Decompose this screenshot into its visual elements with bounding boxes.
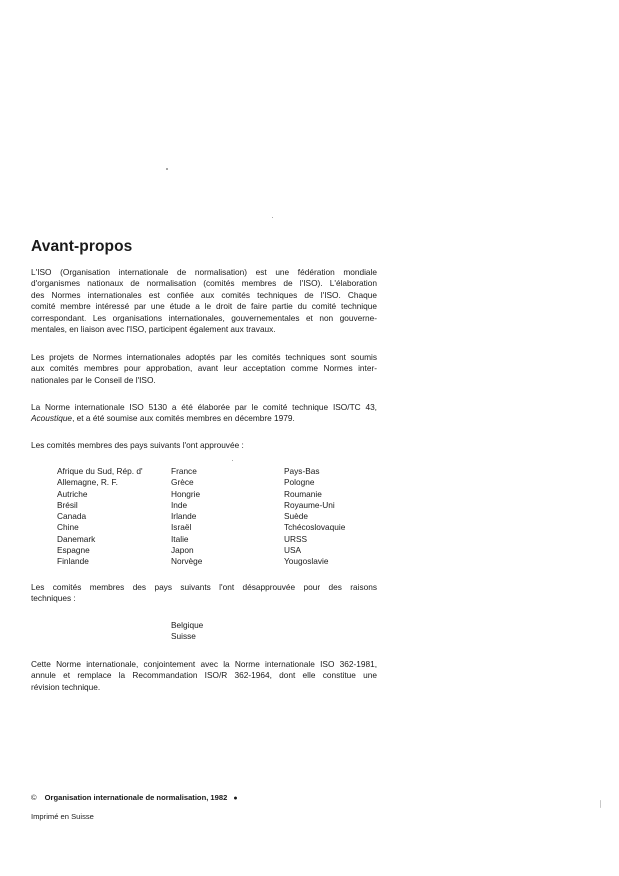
country-column <box>284 466 404 568</box>
disapproving-countries-list <box>171 620 203 643</box>
country-item: France <box>171 466 197 476</box>
paragraph-line: Les comités membres des pays suivants l'ont désapprouvée pour des raisons <box>31 582 377 592</box>
country-item: Canada <box>57 511 87 522</box>
paragraph-disapproving-intro <box>31 582 377 605</box>
paragraph-line: Les projets de Normes internationales adoptés par les comités techniques sont soumis <box>31 352 377 362</box>
country-item: Norvège <box>171 556 203 567</box>
country-item: Japon <box>171 545 194 556</box>
country-item: Israël <box>171 522 192 533</box>
country-item: Suisse <box>171 631 196 642</box>
paragraph-line: La Norme internationale ISO 5130 a été élaborée par le comité technique ISO/TC 43, <box>31 402 377 412</box>
paragraph-line: L'ISO (Organisation internationale de normalisation) est une fédération mondiale <box>31 267 377 277</box>
paragraph-line: d'organismes nationaux de normalisation (comités membres de l'ISO). L'élaboration <box>31 278 377 289</box>
paragraph-line: annule et remplace la Recommandation ISO/R 362-1964, dont elle constitue une <box>31 670 377 681</box>
country-item: Irlande <box>171 511 197 522</box>
scan-speck <box>600 800 601 808</box>
printed-in-notice: Imprimé en Suisse <box>31 812 94 821</box>
country-item: Roumanie <box>284 488 322 499</box>
paragraph-replacement-note <box>31 659 377 693</box>
country-item: Pays-Bas <box>284 466 320 476</box>
paragraph-line <box>31 413 377 424</box>
country-item: Italie <box>171 533 189 544</box>
country-item: Hongrie <box>171 488 201 499</box>
paragraph-line: aux comités membres pour approbation, avant leur acceptation comme Normes inter- <box>31 363 377 374</box>
country-item: Autriche <box>57 488 88 499</box>
country-item: USA <box>284 545 302 556</box>
paragraph-approving-intro <box>31 440 377 451</box>
country-item: Espagne <box>57 545 90 556</box>
paragraph-line: correspondant. Les organisations internationales, gouvernementales et non gouverne- <box>31 312 377 323</box>
country-item: Inde <box>171 499 188 510</box>
country-item: Pologne <box>284 477 315 488</box>
scan-speck <box>232 460 233 461</box>
country-item: Royaume-Uni <box>284 499 335 510</box>
country-column <box>57 466 177 568</box>
paragraph-line: Les comités membres des pays suivants l'ont approuvée : <box>31 440 244 450</box>
paragraph-line: des Normes internationales est confiée aux comités techniques de l'ISO. Chaque <box>31 289 377 300</box>
country-item: Allemagne, R. F. <box>57 477 118 488</box>
country-item: URSS <box>284 533 308 544</box>
paragraph-line: techniques : <box>31 593 76 604</box>
paragraph-line: Cette Norme internationale, conjointement avec la Norme internationale ISO 362-1981, <box>31 659 377 669</box>
country-item: Belgique <box>171 620 204 630</box>
committee-title: Acoustique <box>31 413 73 424</box>
paragraph-line: révision technique. <box>31 681 101 692</box>
country-item: Finlande <box>57 556 89 567</box>
paragraph-line-rest: , et a été soumise aux comités membres en décembre 1979. <box>72 413 295 424</box>
country-item: Grèce <box>171 477 194 488</box>
paragraph-iso-description <box>31 267 377 335</box>
copyright-text: Organisation internationale de normalisation, 1982 <box>44 793 228 802</box>
copyright-icon: © <box>31 793 37 802</box>
country-item: Brésil <box>57 499 78 510</box>
country-item: Tchécoslovaquie <box>284 522 346 533</box>
paragraph-line: nationales par le Conseil de l'ISO. <box>31 374 156 385</box>
country-item: Afrique du Sud, Rép. d' <box>57 466 143 476</box>
paragraph-approval-process <box>31 352 377 386</box>
bullet-icon: ● <box>233 795 238 802</box>
page-title: Avant-propos <box>31 238 133 255</box>
paragraph-line: comité membre intéressé par une étude a le droit de faire partie du comité technique <box>31 301 377 312</box>
country-item: Chine <box>57 522 79 533</box>
country-column <box>171 466 291 568</box>
scan-speck <box>272 217 273 218</box>
country-item: Danemark <box>57 533 96 544</box>
country-item: Suède <box>284 511 308 522</box>
country-item: Yougoslavie <box>284 556 329 567</box>
scan-speck <box>166 168 168 170</box>
copyright-notice <box>31 793 238 802</box>
paragraph-standard-origin <box>31 402 377 425</box>
paragraph-line: mentales, en liaison avec l'ISO, participent également aux travaux. <box>31 324 276 335</box>
